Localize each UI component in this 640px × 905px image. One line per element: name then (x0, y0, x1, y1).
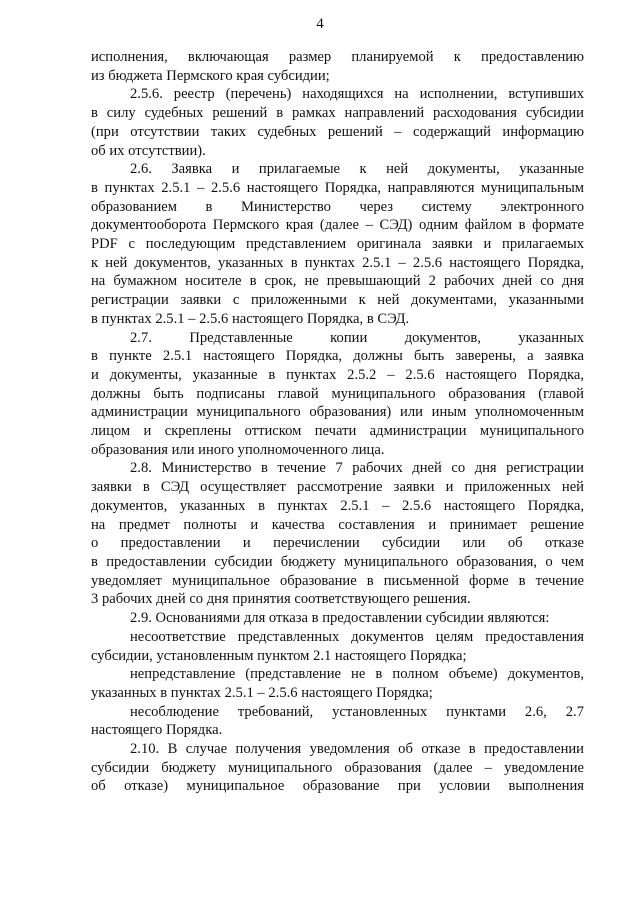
text-line: в предоставлении субсидии бюджету муниципального образования, о чем (91, 553, 584, 570)
paragraph (91, 628, 584, 665)
paragraph (91, 85, 584, 160)
text-line: в пункте 2.5.1 настоящего Порядка, должны быть заверены, а заявка (91, 348, 584, 365)
paragraph (91, 329, 584, 460)
text-line: уведомляет муниципальное образование в письменной форме в течение (91, 572, 584, 589)
paragraph (91, 740, 584, 796)
text-line: 2.6. Заявка и прилагаемые к ней документы, указанные (130, 161, 584, 178)
text-line: 2.7. Представленные копии документов, указанных (130, 329, 584, 346)
paragraph (91, 160, 584, 328)
text-line: в пунктах 2.5.1 – 2.5.6 настоящего Порядка, направляются муниципальным (91, 179, 584, 196)
text-line: PDF с последующим представлением оригинала заявки и прилагаемых (91, 236, 584, 253)
text-line: несоответствие представленных документов целям предоставления (130, 628, 584, 645)
text-line: непредставление (представление не в полном объеме) документов, (130, 666, 584, 683)
text-line: несоблюдение требований, установленных пунктами 2.6, 2.7 (130, 703, 584, 720)
document-body (91, 48, 584, 796)
text-line: должны быть подписаны главой муниципального образования (главой (91, 385, 584, 402)
page-number: 4 (316, 16, 324, 32)
text-line: документооборота Пермского края (далее – СЭД) одним файлом в формате (91, 217, 584, 234)
paragraph (91, 665, 584, 702)
text-line: настоящего Порядка. (91, 722, 223, 739)
text-line: 2.9. Основаниями для отказа в предоставлении субсидии являются: (130, 610, 550, 627)
text-line: в силу судебных решений в рамках направлений расходования субсидии (91, 105, 584, 122)
text-line: образования или иного уполномоченного лица. (91, 441, 385, 458)
text-line: лицом и скреплены оттиском печати администрации муниципального (91, 423, 584, 440)
paragraph (91, 609, 584, 628)
paragraph (91, 48, 584, 85)
text-line: об их отсутствии). (91, 142, 206, 159)
text-line: из бюджета Пермского края субсидии; (91, 67, 330, 84)
text-line: администрации муниципального образования) или иным уполномоченным (91, 404, 584, 421)
text-line: (при отсутствии таких судебных решений – содержащий информацию (91, 123, 584, 140)
text-line: регистрации заявки с приложенными к ней документами, указанными (91, 292, 584, 309)
text-line: о предоставлении и перечислении субсидии или об отказе (91, 535, 584, 552)
text-line: образованием в Министерство через систему электронного (91, 198, 584, 215)
text-line: 2.5.6. реестр (перечень) находящихся на исполнении, вступивших (130, 86, 584, 103)
text-line: указанных в пунктах 2.5.1 – 2.5.6 настоящего Порядка; (91, 684, 433, 701)
text-line: к ней документов, указанных в пунктах 2.5.1 – 2.5.6 настоящего Порядка, (91, 254, 584, 271)
text-line: субсидии, установленным пунктом 2.1 настоящего Порядка; (91, 647, 467, 664)
text-line: 2.10. В случае получения уведомления об отказе в предоставлении (130, 741, 584, 758)
text-line: об отказе) муниципальное образование при условии выполнения (91, 778, 584, 795)
text-line: на бумажном носителе в срок, не превышающий 2 рабочих дней со дня (91, 273, 584, 290)
text-line: документов, указанных в пунктах 2.5.1 – 2.5.6 настоящего Порядка, (91, 497, 584, 514)
text-line: субсидии бюджету муниципального образования (далее – уведомление (91, 759, 584, 776)
text-line: заявки в СЭД осуществляет рассмотрение заявки и приложенных ней (91, 479, 584, 496)
text-line: на предмет полноты и качества составления и принимает решение (91, 516, 584, 533)
text-line: 3 рабочих дней со дня принятия соответствующего решения. (91, 591, 471, 608)
paragraph (91, 459, 584, 609)
text-line: в пунктах 2.5.1 – 2.5.6 настоящего Порядка, в СЭД. (91, 310, 410, 327)
text-line: исполнения, включающая размер планируемой к предоставлению (91, 49, 584, 65)
text-line: 2.8. Министерство в течение 7 рабочих дней со дня регистрации (130, 460, 584, 477)
paragraph (91, 703, 584, 740)
text-line: и документы, указанные в пунктах 2.5.2 – 2.5.6 настоящего Порядка, (91, 366, 584, 383)
